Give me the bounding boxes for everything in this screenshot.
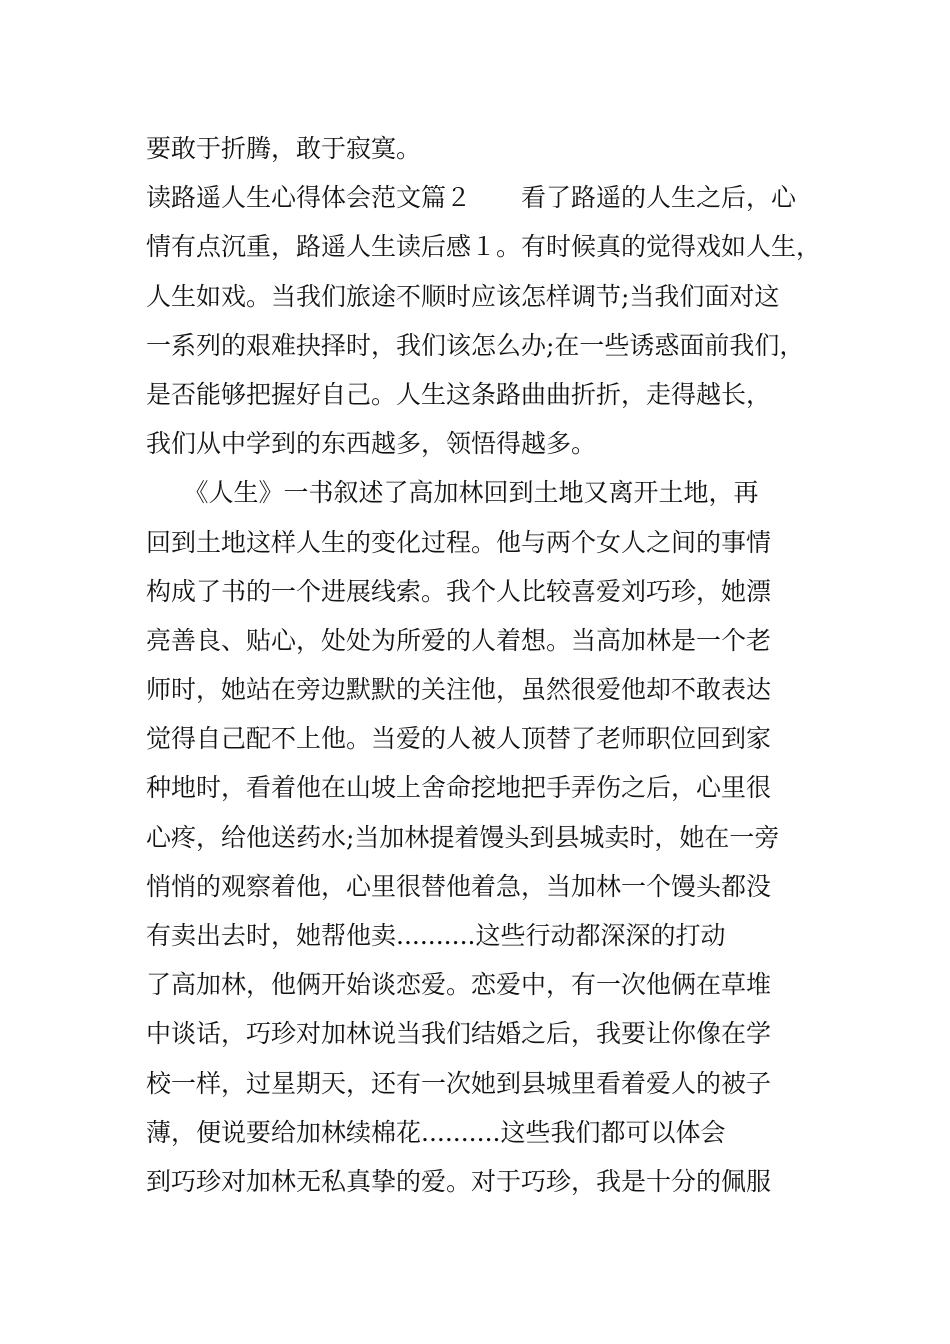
text-line: 薄，便说要给加林续棉花..........这些我们都可以体会: [146, 1117, 726, 1147]
text-line: 我们从中学到的东西越多，领悟得越多。: [146, 429, 597, 459]
text-line: 中谈话，巧珍对加林说当我们结婚之后，我要让你像在学: [146, 1019, 772, 1049]
text-line: 要敢于折腾，敢于寂寞。: [146, 134, 422, 163]
text-line: 种地时，看着他在山坡上舍命挖地把手弄伤之后，心里很: [146, 773, 772, 803]
text-line: 到巧珍对加林无私真挚的爱。对于巧珍，我是十分的佩服: [146, 1166, 772, 1196]
text-line: 读路遥人生心得体会范文篇２ 看了路遥的人生之后，心: [146, 183, 797, 213]
text-line: 师时，她站在旁边默默的关注他，虽然很爱他却不敢表达: [146, 675, 772, 705]
text-line: 构成了书的一个进展线索。我个人比较喜爱刘巧珍，她漂: [146, 576, 772, 606]
text-line: 有卖出去时，她帮他卖..........这些行动都深深的打动: [146, 921, 726, 950]
text-line: 是否能够把握好自己。人生这条路曲曲折折，走得越长，: [146, 379, 772, 409]
text-line: 回到土地这样人生的变化过程。他与两个女人之间的事情: [146, 527, 772, 557]
document-body: [146, 124, 836, 1206]
text-line: 一系列的艰难抉择时，我们该怎么办;在一些诱惑面前我们，: [146, 330, 805, 360]
text-line: 《人生》一书叙述了高加林回到土地又离开土地，再: [146, 478, 759, 508]
text-line: 人生如戏。当我们旅途不顺时应该怎样调节;当我们面对这: [146, 281, 780, 311]
text-line: 校一样，过星期天，还有一次她到县城里看着爱人的被子: [146, 1068, 772, 1098]
text-line: 情有点沉重，路遥人生读后感１。有时候真的觉得戏如人生，: [146, 232, 822, 262]
text-line: 心疼，给他送药水;当加林提着馒头到县城卖时，她在一旁: [146, 822, 780, 852]
text-line: 了高加林，他俩开始谈恋爱。恋爱中，有一次他俩在草堆: [146, 970, 772, 1000]
text-line: 悄悄的观察着他，心里很替他着急，当加林一个馒头都没: [146, 871, 772, 901]
text-line: 觉得自己配不上他。当爱的人被人顶替了老师职位回到家: [146, 724, 772, 754]
text-line: 亮善良、贴心，处处为所爱的人着想。当高加林是一个老: [146, 625, 772, 655]
